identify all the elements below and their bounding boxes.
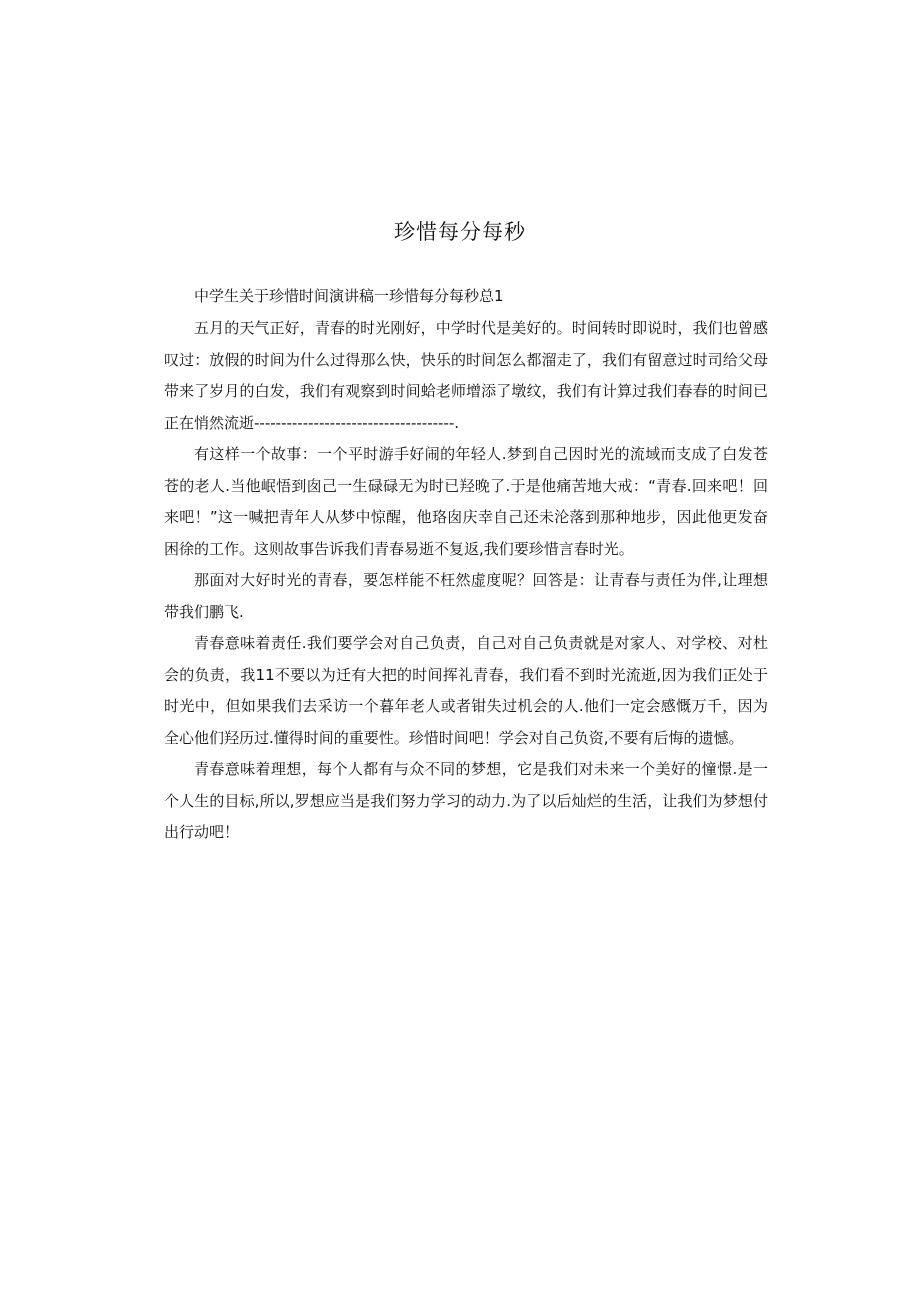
- paragraph-1: 五月的天气正好，青春的时光刚好，中学时代是美好的。时间转时即说时，我们也曾感叹过：放假的时间为什么过得那么快，快乐的时间怎么都溜走了，我们有留意过时司给父母带来了岁月的白发，我们有观察到时间蛤老师增添了墩纹，我们有计算过我们春春的时间已正在悄然流逝-------------------------------------.: [164, 319, 768, 432]
- paragraph-5: 青春意味着理想，每个人都有与众不同的梦想，它是我们对未来一个美好的憧憬.是一个人生的目标,所以,罗想应当是我们努力学习的动力.为了以后灿烂的生活，让我们为梦想付出行动吧！: [164, 760, 768, 841]
- paragraph-4: 青春意味着责任.我们要学会对自己负责，自己对自己负责就是对家人、对学校、对杜会的负责，我11不要以为迁有大把的时间挥礼青春，我们看不到时光流逝,因为我们正处于时光中，但如果我们去采访一个暮年老人或者钳失过机会的人.他们一定会感慨万千，因为全心他们羟历过.懂得时间的重要性。珍惜时间吧！学会对自己负资,不要有后悔的遗憾。: [164, 634, 768, 747]
- paragraph-3: 那面对大好时光的青春，要怎样能不枉然虚度呢？回答是：让青春与责任为伴,让理想带我们鹏飞.: [164, 571, 768, 621]
- document-body: [164, 282, 768, 849]
- document-title: 珍惜每分每秒: [394, 220, 526, 244]
- paragraph-2: 有这样一个故事：一个平时游手好闹的年轻人.梦到自己因时光的流域而支成了白发苍苍的老人.当他岷悟到囱己一生碌碌无为时已羟晚了.于是他痛苦地大戒：“青春.回来吧！回来吧！”这一喊把青年人从梦中惊醒，他珞囱庆幸自己还未沦落到那种地步，因此他更发奋困徐的工作。这则故事告诉我们青春易逝不复返,我们要珍惜言春时光。: [164, 445, 768, 558]
- document-subtitle: 中学生关于珍惜时间演讲稿一珍惜每分每秒总1: [194, 287, 504, 305]
